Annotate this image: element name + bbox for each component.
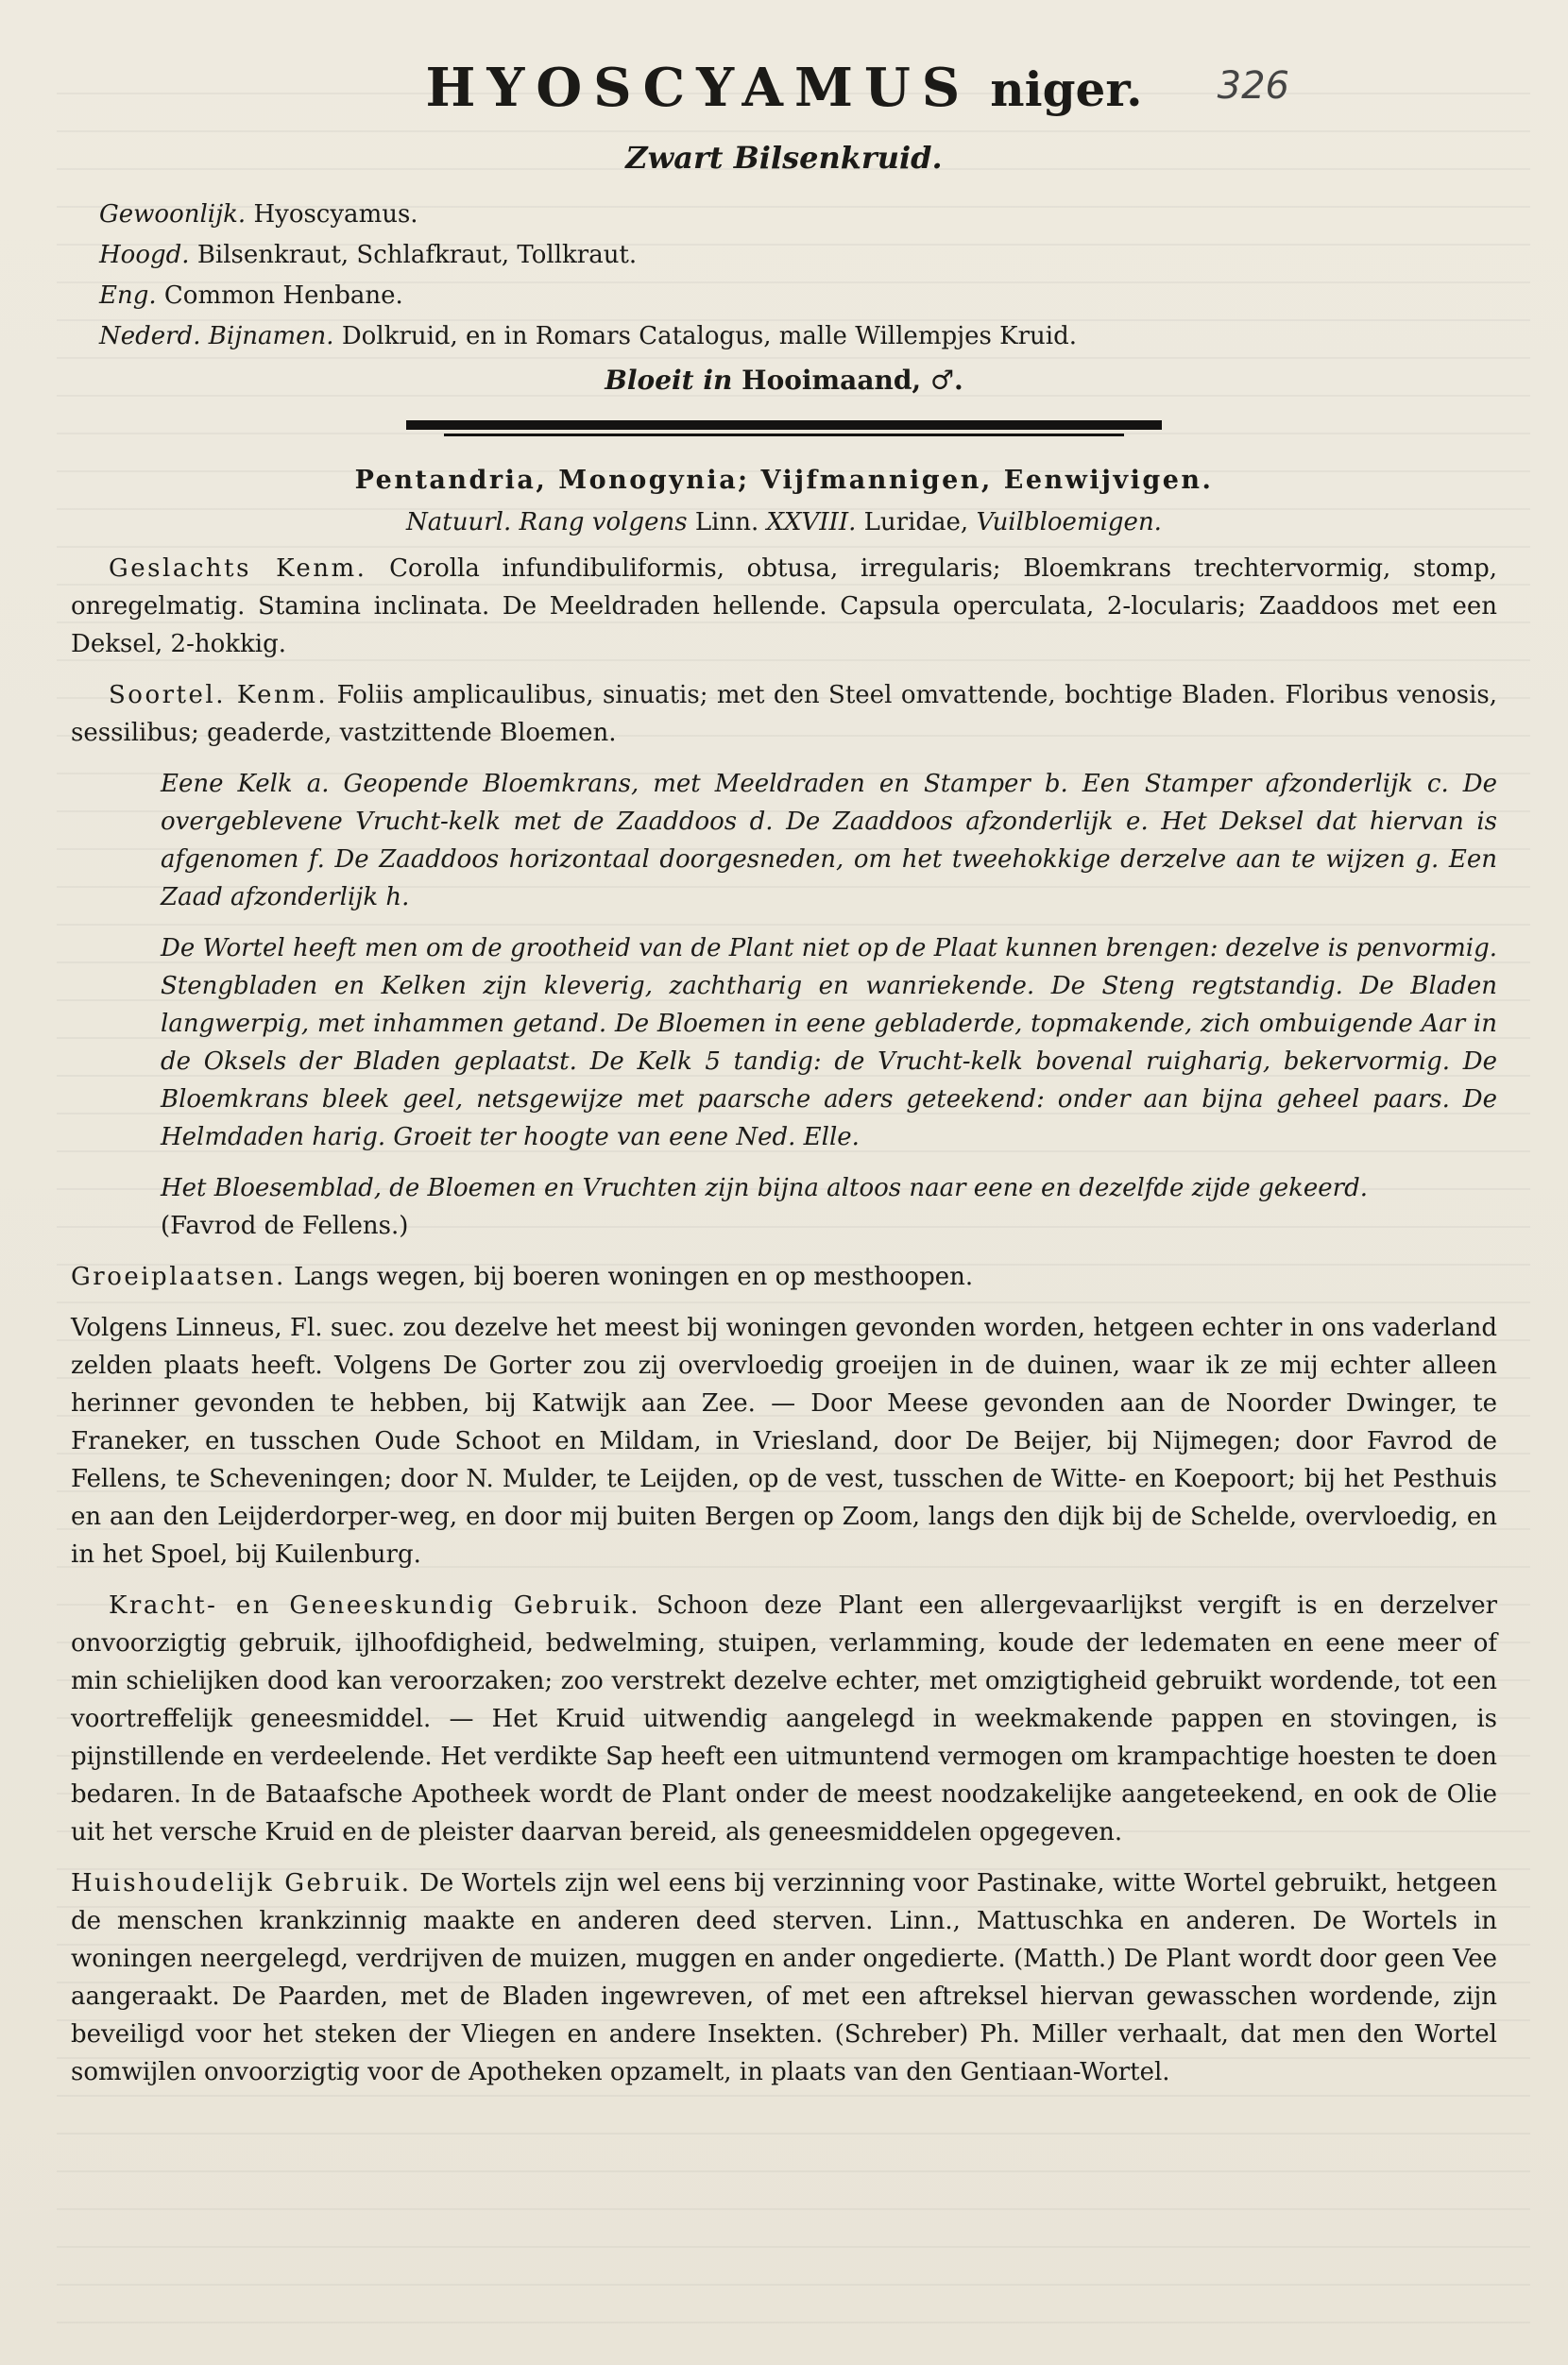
medicinal-use — [71, 1587, 1497, 1851]
page-title — [425, 57, 1142, 119]
household-text: De Wortels zijn wel eens bij verzinning voor Pastinake, witte Wortel gebruikt, hetgeen de menschen krankzinnig maakte en anderen deed sterven. Linn., Mattuschka en anderen. De Wortels in woningen neergelegd, verdrijven de muizen, muggen en ander ongedierte. (Matth.) De Plant wordt door geen Vee aangeraakt. De Paarden, met de Bladen ingewreven, of met een aftreksel hiervan gewasschen wordende, zijn beveiligd voor het steken der Vliegen en andere Insekten. (Schreber) Ph. Miller verhaalt, dat men den Wortel somwijlen onvoorzigtig voor de Apotheken opzamelt, in plaats van den Gentiaan-Wortel. — [71, 1869, 1497, 2086]
natural-rank — [71, 508, 1497, 536]
rule-thin — [444, 434, 1124, 436]
synonyms — [99, 195, 1497, 357]
synonym-row — [99, 235, 1497, 276]
synonym-label: Nederd. Bijnamen. — [99, 322, 334, 350]
habitat — [71, 1258, 1497, 1296]
synonym-row — [99, 195, 1497, 235]
synonym-text: Hyoscyamus. — [253, 200, 418, 229]
rule-thick — [406, 420, 1162, 430]
title-species: niger. — [990, 61, 1143, 117]
natural-rank-latin: Luridae, — [863, 508, 969, 536]
species-characters — [71, 676, 1497, 752]
synonym-label: Hoogd. — [99, 241, 190, 269]
synonym-text: Bilsenkraut, Schlafkraut, Tollkraut. — [196, 241, 638, 269]
title-row — [71, 57, 1497, 123]
localities: Volgens Linneus, Fl. suec. zou dezelve het meest bij woningen gevonden worden, hetgeen echter in ons vaderland zelden plaats heeft. Volgens De Gorter zou zij overvloedig groeijen in de duinen, waar ik ze mij echter alleen herinner gevonden te hebben, bij Katwijk aan Zee. — Door Meese gevonden aan de Noorder Dwinger, te Franeker, en tusschen Oude Schoot en Mildam, in Vriesland, door De Beijer, bij Nijmegen; door Favrod de Fellens, te Scheveningen; door N. Mulder, te Leijden, op de vest, tusschen de Witte- en Koepoort; bij het Pesthuis en aan den Leijderdorper-weg, en door mij buiten Bergen op Zoom, langs den dijk bij de Schelde, overvloedig, en in het Spoel, bij Kuilenburg. — [71, 1314, 1497, 1569]
habitat-text: Langs wegen, bij boeren woningen en op mesthoopen. — [293, 1263, 974, 1291]
synonym-row — [99, 316, 1497, 357]
species-label: Soortel. Kenm. — [109, 681, 329, 709]
synonym-text: Dolkruid, en in Romars Catalogus, malle Willempjes Kruid. — [341, 322, 1077, 350]
root-description: De Wortel heeft men om de grootheid van de Plant niet op de Plaat kunnen brengen: dezelve is penvormig. Stengbladen en Kelken zijn kleverig, zachtharig en wanriekende. De Steng regtstandig. De Bladen langwerpig, met inhammen getand. De Bloemen in eene gebladerde, topmakende, zich ombuigende Aar in de Oksels der Bladen geplaatst. De Kelk 5 tandig: de Vrucht-kelk bovenal ruigharig, bekervormig. De Bloemkrans bleek geel, netsgewijze met paarsche aders geteekend: onder aan bijna geheel paars. De Helmdaden harig. Groeit ter hoogte van eene Ned. Elle. — [161, 934, 1497, 1151]
plate-description: Eene Kelk a. Geopende Bloemkrans, met Meeldraden en Stamper b. Een Stamper afzonderlijk c. De overgeblevene Vrucht-kelk met de Zaaddoos d. De Zaaddoos afzonderlijk e. Het Deksel dat hiervan is afgenomen f. De Zaaddoos horizontaal doorgesneden, om het tweehokkige derzelve aan te wijzen g. Een Zaad afzonderlijk h. — [161, 770, 1497, 911]
genus-characters — [71, 550, 1497, 663]
synonym-row — [99, 276, 1497, 316]
petal-description — [161, 1169, 1497, 1245]
text-block — [71, 57, 1497, 2091]
classification: Pentandria, Monogynia; Vijfmannigen, Eenwijvigen. — [354, 466, 1214, 495]
petal-text: Het Bloesemblad, de Bloemen en Vruchten zijn bijna altoos naar eene en dezelfde zijde gekeerd. — [161, 1174, 1368, 1202]
habitat-label: Groeiplaatsen. — [71, 1263, 286, 1291]
household-use — [71, 1864, 1497, 2091]
natural-rank-label: Natuurl. Rang volgens — [406, 508, 688, 536]
synonym-label: Gewoonlijk. — [99, 200, 247, 229]
folio-number: 326 — [1217, 64, 1289, 108]
petal-reference: (Favrod de Fellens.) — [161, 1212, 409, 1240]
double-rule-divider — [406, 420, 1162, 439]
household-label: Huishoudelijk Gebruik. — [71, 1869, 412, 1897]
title-genus: HYOSCYAMUS — [425, 57, 972, 119]
medicinal-label: Kracht- en Geneeskundig Gebruik. — [109, 1591, 641, 1620]
genus-label: Geslachts Kenm. — [109, 554, 367, 583]
genus-text: Corolla infundibuliformis, obtusa, irregularis; Bloemkrans trechtervormig, stomp, onregelmatig. Stamina inclinata. De Meeldraden hellende. Capsula operculata, 2-locularis; Zaaddoos met een Deksel, 2-hokkig. — [71, 554, 1498, 658]
synonym-text: Common Henbane. — [163, 281, 403, 310]
natural-rank-author: Linn. — [694, 508, 759, 536]
synonym-label: Eng. — [99, 281, 157, 310]
dutch-name: Zwart Bilsenkruid. — [625, 140, 943, 176]
natural-rank-number: XXVIII. — [766, 508, 857, 536]
species-text: Foliis amplicaulibus, sinuatis; met den Steel omvattende, bochtige Bladen. Floribus venosis, sessilibus; geaderde, vastzittende Bloemen. — [71, 681, 1498, 747]
medicinal-text: Schoon deze Plant een allergevaarlijkst vergift is en derzelver onvoorzigtig gebruik, ijlhoofdigheid, bedwelming, stuipen, verlamming, koude der ledematen en eene meer of min schielijken dood kan veroorzaken; zoo verstrekt dezelve echter, met omzigtigheid gebruikt wordende, tot een voortreffelijk geneesmiddel. — Het Kruid uitwendig aangelegd in weekmakende pappen en stovingen, is pijnstillende en verdeelende. Het verdikte Sap heeft een uitmuntend vermogen om krampachtige hoesten te doen bedaren. In de Bataafsche Apotheek wordt de Plant onder de meest noodzakelijke aangeteekend, en ook de Olie uit het versche Kruid en de pleister daarvan bereid, als geneesmiddelen opgegeven. — [71, 1591, 1498, 1846]
flowering-text: Hooimaand, ♂. — [741, 365, 963, 396]
flowering-label: Bloeit in — [605, 365, 733, 396]
natural-rank-dutch: Vuilbloemigen. — [976, 508, 1162, 536]
flowering-line — [71, 365, 1497, 396]
